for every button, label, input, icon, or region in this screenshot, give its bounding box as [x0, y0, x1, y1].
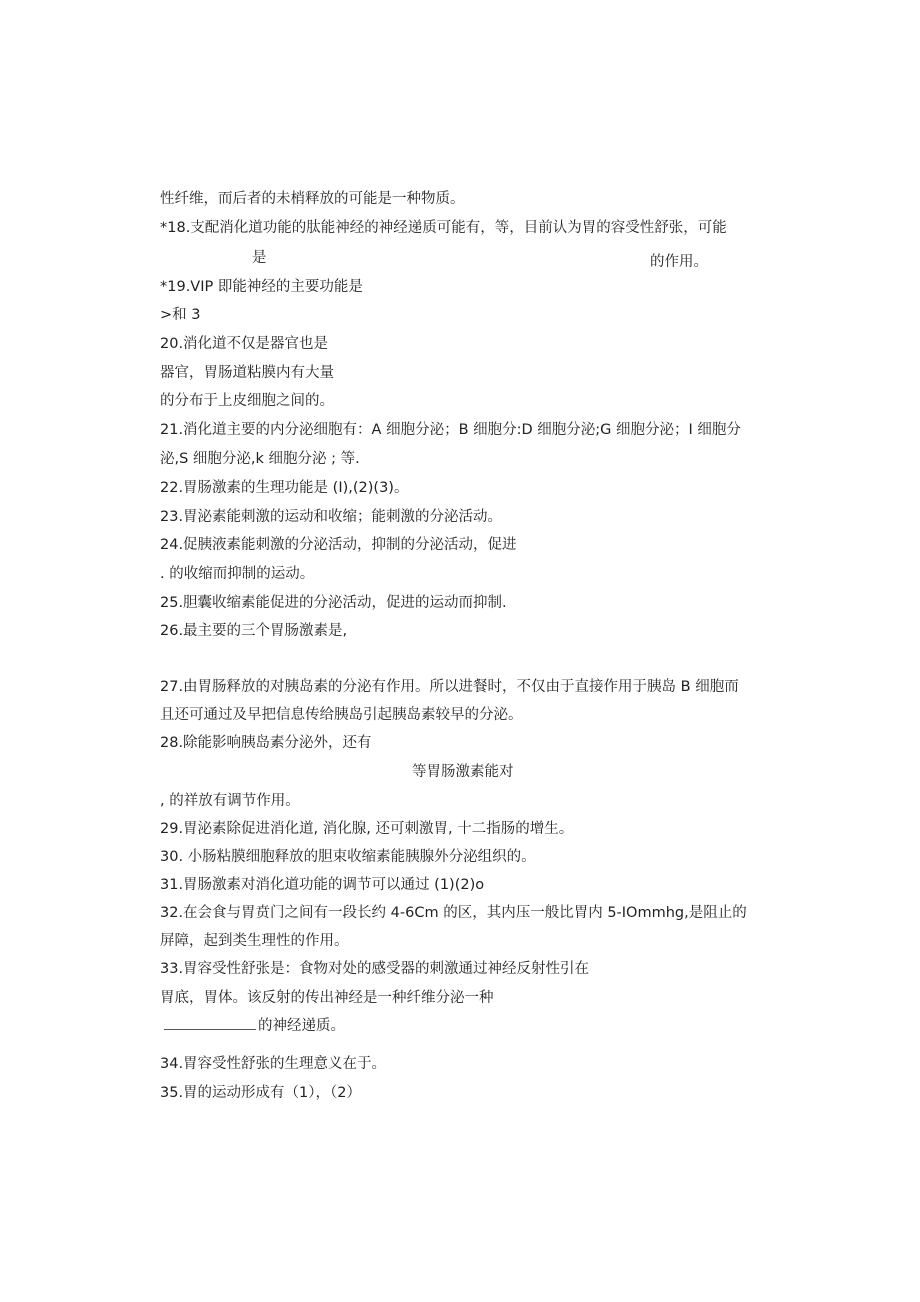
text-line: . 的收缩而抑制的运动。	[160, 566, 315, 582]
text-line: 泌,S 细胞分泌,k 细胞分泌 ; 等.	[160, 451, 360, 467]
text-line: 且还可通过及早把信息传给胰岛引起胰岛素较早的分泌。	[160, 707, 523, 723]
text-line: *18.支配消化道功能的肽能神经的神经递质可能有，等，目前认为胃的容受性舒张，可能	[160, 220, 727, 236]
text-line: 34.胃容受性舒张的生理意义在于。	[160, 1056, 387, 1072]
text-line: 等胃肠激素能对	[412, 764, 514, 780]
text-line: 33.胃容受性舒张是：食物对处的感受器的刺激通过神经反射性引在	[160, 961, 590, 977]
text-line: 35.胃的运动形成有（1），（2）	[160, 1085, 362, 1101]
text-line: 性纤维，而后者的未梢释放的可能是一种物质。	[160, 191, 465, 207]
text-line: 31.胃肠激素对消化道功能的调节可以通过 (1)(2)o	[160, 877, 485, 893]
blank-suffix-text: 的神经递质。	[258, 1018, 345, 1034]
text-line: 器官，胃肠道粘膜内有大量	[160, 365, 334, 381]
text-line-with-blank	[164, 1017, 345, 1035]
fill-in-blank	[164, 1017, 256, 1030]
text-line: 23.胃泌素能刺激的运动和收缩；能刺激的分泌活动。	[160, 509, 503, 525]
text-line: 28.除能影响胰岛素分泌外，还有	[160, 735, 372, 751]
text-line: 的分布于上皮细胞之间的。	[160, 393, 334, 409]
text-line: 27.由胃肠释放的对胰岛素的分泌有作用。所以进餐时，不仅由于直接作用于胰岛 B 细胞而	[160, 679, 739, 695]
text-line: 24.促胰液素能刺激的分泌活动，抑制的分泌活动，促进	[160, 537, 517, 553]
text-line: 屏障，起到类生理性的作用。	[160, 933, 349, 949]
text-line: 32.在会食与胃贲门之间有一段长约 4-6Cm 的区，其内压一般比胃内 5-IOmmhg,是阻止的	[160, 905, 747, 921]
text-line: >和 3	[160, 307, 201, 323]
text-line: 是	[252, 250, 267, 266]
text-line: 22.胃肠激素的生理功能是 (I),(2)(3)。	[160, 480, 409, 496]
text-line: , 的祥放有调节作用。	[160, 793, 300, 809]
text-line: 胃底，胃体。该反射的传出神经是一种纤维分泌一种	[160, 990, 494, 1006]
text-line: 21.消化道主要的内分泌细胞有：A 细胞分泌；B 细胞分:D 细胞分泌;G 细胞分泌；I 细胞分	[160, 422, 741, 438]
text-line: 29.胃泌素除促进消化道, 消化腺, 还可刺激胃, 十二指肠的增生。	[160, 821, 574, 837]
text-line: 26.最主要的三个胃肠激素是,	[160, 623, 348, 639]
text-line: 的作用。	[650, 254, 708, 270]
text-line: *19.VIP 即能神经的主要功能是	[160, 279, 363, 295]
text-line: 25.胆囊收缩素能促进的分泌活动，促进的运动而抑制.	[160, 595, 507, 611]
text-line: 30. 小肠粘膜细胞释放的胆束收缩素能胰腺外分泌组织的。	[160, 849, 536, 865]
text-line: 20.消化道不仅是器官也是	[160, 336, 329, 352]
